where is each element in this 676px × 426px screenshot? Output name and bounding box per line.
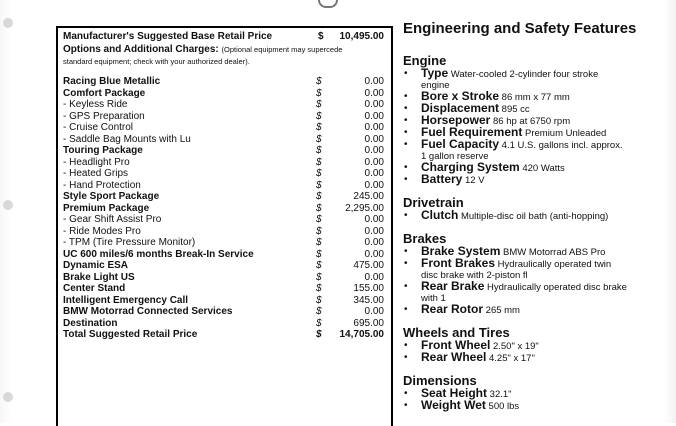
spec-name: Rear Rotor: [421, 302, 484, 316]
option-dollar: $: [316, 225, 322, 237]
spec-value: 500 lbs: [488, 401, 520, 412]
option-price: 0.00: [364, 87, 384, 99]
bullet-icon: •: [404, 210, 408, 221]
option-label: BMW Motorrad Connected Services: [63, 306, 233, 317]
option-row: [63, 260, 387, 272]
option-price: 245.00: [353, 191, 384, 202]
section-spacer: [403, 364, 673, 373]
option-price: 155.00: [353, 283, 384, 294]
option-dollar: $: [316, 87, 322, 99]
option-row: [63, 295, 387, 307]
option-dollar: $: [316, 237, 322, 248]
option-row: [63, 214, 387, 226]
option-row: [63, 191, 387, 203]
option-label: Total Suggested Retail Price: [63, 329, 198, 340]
bullet-icon: •: [404, 162, 408, 173]
spec-name: Brake System: [421, 244, 501, 258]
option-price: 0.00: [364, 110, 384, 122]
option-dollar: $: [316, 122, 322, 133]
option-label: Premium Package: [63, 202, 150, 214]
options-note: (Optional equipment may supercede: [221, 45, 343, 54]
option-label: - Headlight Pro: [63, 156, 130, 168]
bullet-icon: •: [404, 340, 408, 351]
spec-item: [403, 281, 673, 304]
option-dollar: $: [316, 145, 322, 156]
option-row: [63, 88, 387, 100]
bullet-icon: •: [404, 400, 408, 411]
spec-item: [403, 258, 673, 281]
spec-name: Rear Wheel: [421, 350, 487, 364]
spec-item: [403, 352, 673, 364]
section-heading: Wheels and Tires: [403, 325, 510, 340]
spec-name: Fuel Requirement: [421, 125, 523, 139]
option-price: 0.00: [364, 271, 384, 283]
punch-hole: [3, 18, 13, 28]
spec-name: Horsepower: [421, 113, 491, 127]
option-label: Intelligent Emergency Call: [63, 294, 189, 306]
option-row: [63, 318, 387, 330]
option-price: 0.00: [364, 168, 384, 179]
option-price: 0.00: [364, 237, 384, 248]
option-dollar: $: [316, 202, 322, 214]
punch-hole: [3, 200, 13, 210]
option-label: - Saddle Bag Mounts with Lu: [63, 133, 191, 145]
bullet-icon: •: [404, 258, 408, 269]
features-title: Engineering and Safety Features: [403, 20, 637, 37]
option-label: Style Sport Package: [63, 191, 160, 202]
option-row: [63, 99, 387, 111]
option-dollar: $: [316, 156, 322, 168]
option-row: [63, 76, 387, 88]
base-price-dollar: $: [318, 31, 324, 42]
option-row: [63, 226, 387, 238]
spec-value: 32.1": [489, 389, 512, 400]
section-spacer: [403, 186, 673, 195]
option-dollar: $: [316, 248, 322, 260]
option-row: [63, 134, 387, 146]
options-title: Options and Additional Charges:: [63, 44, 219, 55]
spec-item: [403, 400, 673, 412]
base-price-label: Manufacturer's Suggested Base Retail Price: [63, 31, 273, 42]
option-price: 345.00: [353, 294, 384, 306]
option-dollar: $: [316, 191, 322, 202]
spec-name: Seat Height: [421, 386, 488, 400]
bullet-icon: •: [404, 139, 408, 150]
total-price-row: [63, 329, 387, 341]
option-price: 0.00: [364, 145, 384, 156]
option-dollar: $: [316, 271, 322, 283]
option-dollar: $: [316, 329, 322, 340]
spec-name: Fuel Capacity: [421, 137, 500, 151]
option-dollar: $: [316, 179, 322, 191]
spec-value-continued: engine: [421, 80, 450, 91]
spec-name: Weight Wet: [421, 398, 486, 412]
bullet-icon: •: [404, 388, 408, 399]
option-label: Touring Package: [63, 145, 143, 156]
option-label: Comfort Package: [63, 87, 146, 99]
spec-value: 4.1 U.S. gallons incl. approx.: [501, 140, 623, 151]
option-price: 0.00: [364, 214, 384, 225]
spec-value: 265 mm: [485, 305, 520, 316]
spec-value: BMW Motorrad ABS Pro: [503, 247, 606, 258]
spec-value: 86 mm x 77 mm: [501, 92, 570, 103]
option-dollar: $: [316, 76, 322, 87]
spec-value: 12 V: [465, 175, 485, 186]
option-row: [63, 157, 387, 169]
option-label: Brake Light US: [63, 271, 135, 283]
spec-value-continued: disc brake with 2-piston fl: [421, 270, 528, 281]
section-heading: Drivetrain: [403, 195, 464, 210]
section-spacer: [403, 412, 673, 421]
option-row: [63, 111, 387, 123]
option-price: 0.00: [364, 156, 384, 168]
spec-value: 4.25" x 17": [489, 353, 535, 364]
option-price: 0.00: [364, 76, 384, 87]
option-label: - Keyless Ride: [63, 99, 128, 110]
option-row: [63, 145, 387, 157]
base-price-row: [63, 30, 387, 43]
spec-name: Rear Brake: [421, 279, 485, 293]
option-price: 0.00: [364, 248, 384, 260]
section-heading: Brakes: [403, 231, 447, 246]
option-label: - TPM (Tire Pressure Monitor): [63, 237, 196, 248]
options-note-continued: standard equipment; check with your authorized dealer).: [63, 57, 250, 66]
option-label: - Cruise Control: [63, 122, 134, 133]
base-price-amount: 10,495.00: [339, 31, 384, 42]
option-row: [63, 237, 387, 249]
bullet-icon: •: [404, 103, 408, 114]
option-price: 0.00: [364, 99, 384, 110]
bullet-icon: •: [404, 281, 408, 292]
spec-name: Bore x Stroke: [421, 89, 500, 103]
option-label: - Ride Modes Pro: [63, 225, 141, 237]
option-price: 0.00: [364, 122, 384, 133]
spec-name: Charging System: [421, 160, 520, 174]
features-panel: [403, 20, 673, 421]
spec-name: Battery: [421, 172, 463, 186]
bullet-icon: •: [404, 115, 408, 126]
spec-value: Water-cooled 2-cylinder four stroke: [450, 69, 599, 80]
options-list: [63, 76, 387, 341]
punch-hole: [3, 392, 13, 402]
option-dollar: $: [316, 99, 322, 110]
option-row: [63, 168, 387, 180]
option-dollar: $: [316, 214, 322, 225]
option-row: [63, 180, 387, 192]
option-label: UC 600 miles/6 months Break-In Service: [63, 248, 254, 260]
option-dollar: $: [316, 168, 322, 179]
option-price: 0.00: [364, 225, 384, 237]
price-sticker: [56, 26, 393, 426]
spec-value: Premium Unleaded: [525, 128, 607, 139]
option-price: 2,295.00: [345, 202, 384, 214]
option-dollar: $: [316, 283, 322, 294]
option-dollar: $: [316, 260, 322, 271]
spec-value: 420 Watts: [522, 163, 565, 174]
spec-value-continued: with 1: [421, 293, 446, 304]
section-spacer: [403, 222, 673, 231]
spec-value: Multiple-disc oil bath (anti-hopping): [460, 211, 609, 222]
option-price: 0.00: [364, 306, 384, 317]
spec-item: [403, 68, 673, 91]
spec-name: Displacement: [421, 101, 500, 115]
option-price: 475.00: [353, 260, 384, 271]
option-price: 0.00: [364, 133, 384, 145]
option-dollar: $: [316, 306, 322, 317]
spec-value: 895 cc: [501, 104, 530, 115]
option-dollar: $: [316, 110, 322, 122]
option-label: - Gear Shift Assist Pro: [63, 214, 162, 225]
spec-name: Clutch: [421, 208, 459, 222]
spec-value: 2.50" x 19": [492, 341, 539, 352]
bullet-icon: •: [404, 174, 408, 185]
section-spacer: [403, 316, 673, 325]
bullet-icon: •: [404, 127, 408, 138]
option-row: [63, 272, 387, 284]
option-row: [63, 203, 387, 215]
spec-item: [403, 174, 673, 186]
spec-value-continued: 1 gallon reserve: [421, 151, 489, 162]
spec-item: [403, 139, 673, 162]
spec-name: Front Brakes: [421, 256, 496, 270]
option-row: [63, 306, 387, 318]
option-label: - GPS Preparation: [63, 110, 145, 122]
option-price: 14,705.00: [339, 329, 384, 340]
bullet-icon: •: [404, 246, 408, 257]
spec-name: Front Wheel: [421, 338, 491, 352]
section-heading: Engine: [403, 53, 447, 68]
bullet-icon: •: [404, 91, 408, 102]
option-price: 695.00: [353, 317, 384, 329]
spec-value: 86 hp at 6750 rpm: [493, 116, 571, 127]
bullet-icon: •: [404, 68, 408, 79]
option-row: [63, 122, 387, 134]
bullet-icon: •: [404, 304, 408, 315]
spec-item: [403, 304, 673, 316]
bullet-icon: •: [404, 352, 408, 363]
section-heading: Dimensions: [403, 373, 477, 388]
option-label: - Heated Grips: [63, 168, 129, 179]
option-label: Center Stand: [63, 283, 126, 294]
options-heading: [63, 43, 387, 56]
option-label: Racing Blue Metallic: [63, 76, 161, 87]
spec-value: Hydraulically operated twin: [497, 259, 612, 270]
spec-name: Type: [421, 66, 449, 80]
option-dollar: $: [316, 133, 322, 145]
option-row: [63, 249, 387, 261]
spec-value: Hydraulically operated disc brake: [487, 282, 627, 293]
option-label: Destination: [63, 317, 118, 329]
option-dollar: $: [316, 317, 322, 329]
option-label: - Hand Protection: [63, 179, 141, 191]
option-label: Dynamic ESA: [63, 260, 129, 271]
spec-item: [403, 210, 673, 222]
option-row: [63, 283, 387, 295]
option-price: 0.00: [364, 179, 384, 191]
option-dollar: $: [316, 294, 322, 306]
